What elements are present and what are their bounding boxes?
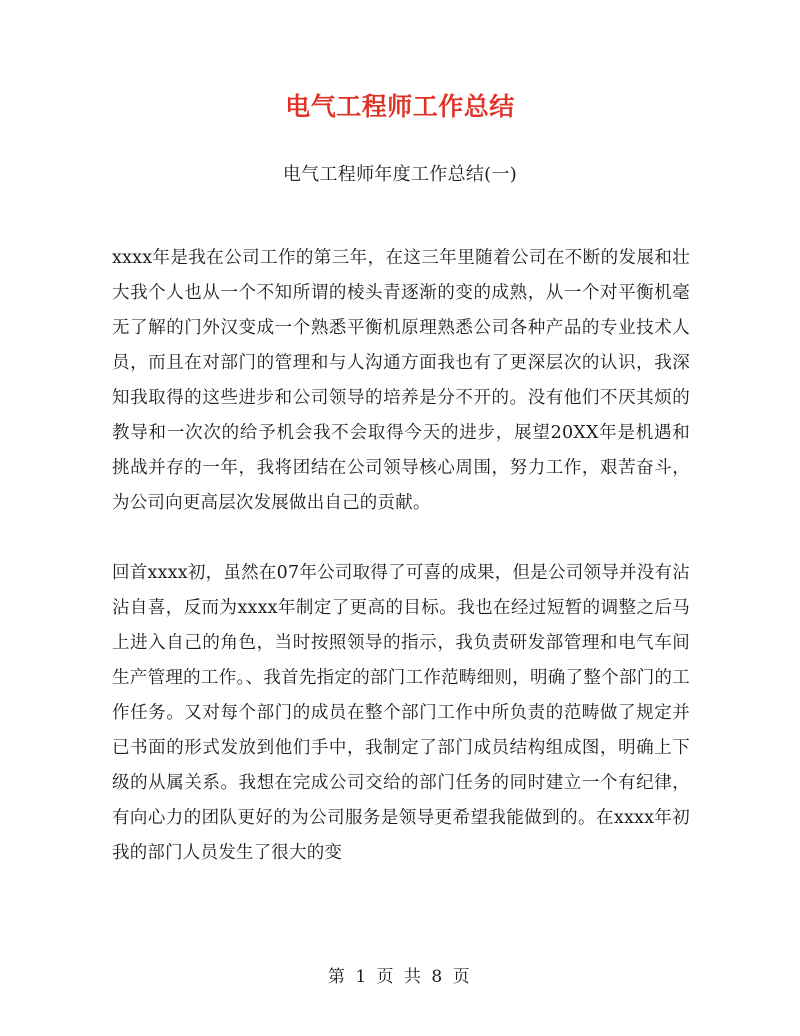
body-paragraph-2: 回首xxxx初，虽然在07年公司取得了可喜的成果，但是公司领导并没有沾沾自喜，反而为xxxx年制定了更高的目标。我也在经过短暂的调整之后马上进入自己的角色，当时按照领导的指示，我负责研发部管理和电气车间生产管理的工作。、我首先指定的部门工作范畴细则，明确了整个部门的工作任务。又对每个部门的成员在整个部门工作中所负责的范畴做了规定并已书面的形式发放到他们手中，我制定了部门成员结构组成图，明确上下级的从属关系。我想在完成公司交给的部门任务的同时建立一个有纪律，有向心力的团队更好的为公司服务是领导更希望我能做到的。在xxxx年初我的部门人员发生了很大的变: [112, 563, 690, 863]
paragraph-spacer: [112, 521, 690, 556]
document-body: [112, 241, 690, 871]
page-footer: 第 1 页 共 8 页: [327, 967, 473, 987]
body-paragraph-1: xxxx年是我在公司工作的第三年，在这三年里随着公司在不断的发展和壮大我个人也从一个不知所谓的棱头青逐渐的变的成熟，从一个对平衡机毫无了解的门外汉变成一个熟悉平衡机原理熟悉公司各种产品的专业技术人员，而且在对部门的管理和与人沟通方面我也有了更深层次的认识，我深知我取得的这些进步和公司领导的培养是分不开的。没有他们不厌其烦的教导和一次次的给予机会我不会取得今天的进步，展望20XX年是机遇和挑战并存的一年，我将团结在公司领导核心周围，努力工作，艰苦奋斗，为公司向更高层次发展做出自己的贡献。: [112, 248, 690, 513]
document-title: 电气工程师工作总结: [285, 92, 515, 121]
document-subtitle: 电气工程师年度工作总结(一): [282, 164, 518, 185]
